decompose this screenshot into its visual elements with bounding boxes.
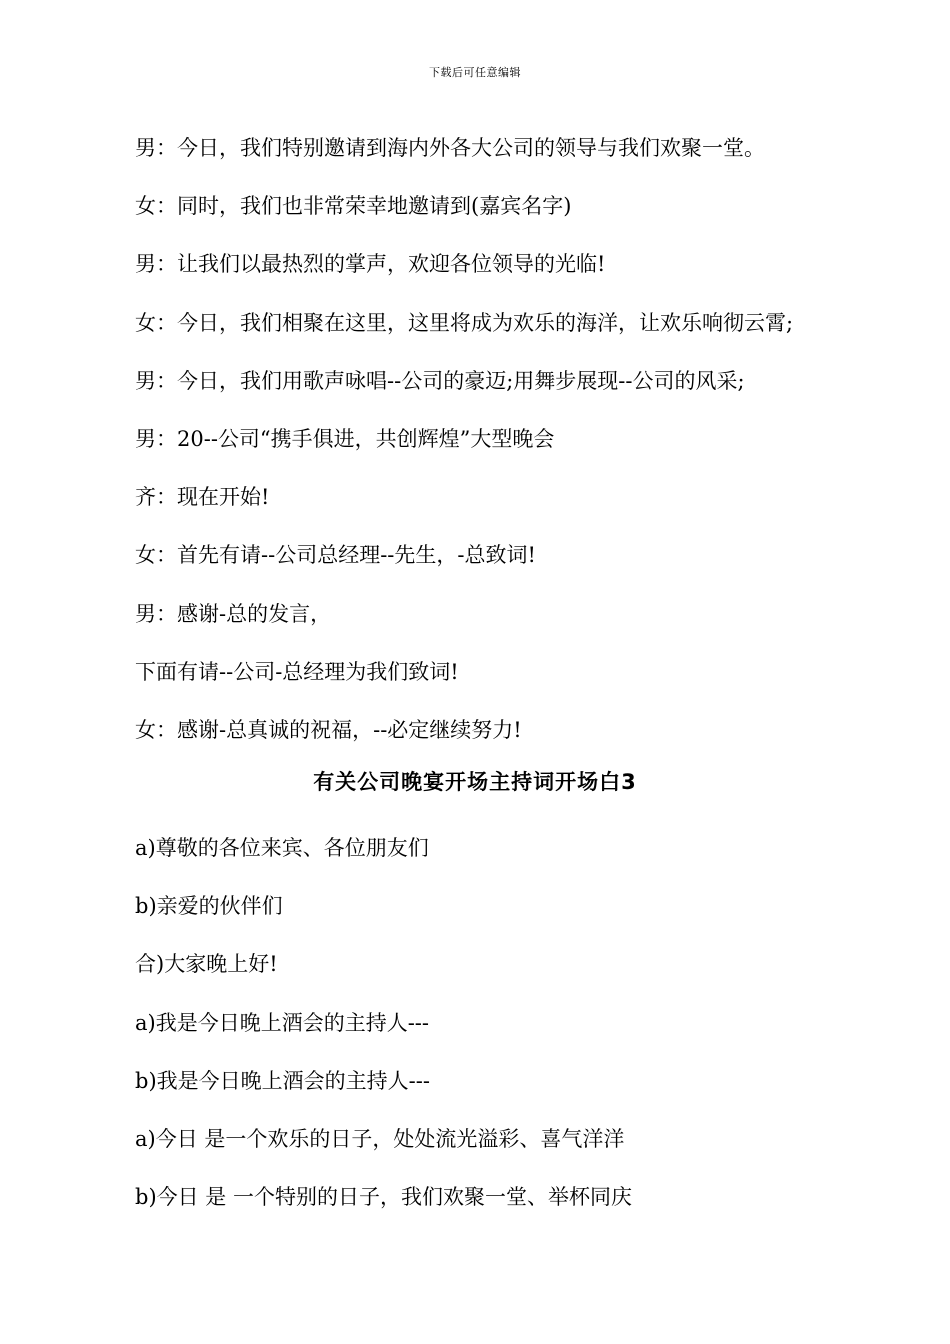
- section-heading: 有关公司晚宴开场主持词开场白3: [313, 770, 637, 794]
- dialogue-line: b)亲爱的伙伴们: [135, 894, 283, 919]
- dialogue-line: 合)大家晚上好!: [135, 952, 278, 977]
- dialogue-line: a)我是今日晚上酒会的主持人---: [135, 1010, 429, 1035]
- dialogue-line: 女：今日，我们相聚在这里，这里将成为欢乐的海洋，让欢乐响彻云霄;: [135, 310, 794, 335]
- dialogue-section-2: [135, 819, 875, 1226]
- dialogue-line: 女：首先有请--公司总经理--先生，-总致词!: [135, 543, 536, 568]
- dialogue-line: 男：让我们以最热烈的掌声，欢迎各位领导的光临!: [135, 252, 606, 277]
- dialogue-line: 下面有请--公司-总经理为我们致词!: [135, 659, 459, 684]
- dialogue-line: b)今日 是 一个特别的日子，我们欢聚一堂、举杯同庆: [135, 1185, 632, 1210]
- dialogue-line: 女：感谢-总真诚的祝福，--必定继续努力!: [135, 717, 522, 742]
- dialogue-line: b)我是今日晚上酒会的主持人---: [135, 1068, 430, 1093]
- dialogue-section-1: [135, 119, 875, 759]
- dialogue-line: 齐：现在开始!: [135, 485, 270, 510]
- page-header-note: 下载后可任意编辑: [429, 66, 521, 79]
- dialogue-line: 男：今日，我们用歌声咏唱--公司的豪迈;用舞步展现--公司的风采;: [135, 368, 745, 393]
- dialogue-line: a)尊敬的各位来宾、各位朋友们: [135, 836, 429, 860]
- dialogue-line: 女：同时，我们也非常荣幸地邀请到(嘉宾名字): [135, 194, 572, 219]
- dialogue-line: 男：今日，我们特别邀请到海内外各大公司的领导与我们欢聚一堂。: [135, 136, 765, 160]
- dialogue-line: a)今日 是一个欢乐的日子，处处流光溢彩、喜气洋洋: [135, 1126, 625, 1151]
- dialogue-line: 男：感谢-总的发言，: [135, 601, 332, 626]
- dialogue-line: 男：20--公司“携手俱进，共创辉煌”大型晚会: [135, 426, 555, 451]
